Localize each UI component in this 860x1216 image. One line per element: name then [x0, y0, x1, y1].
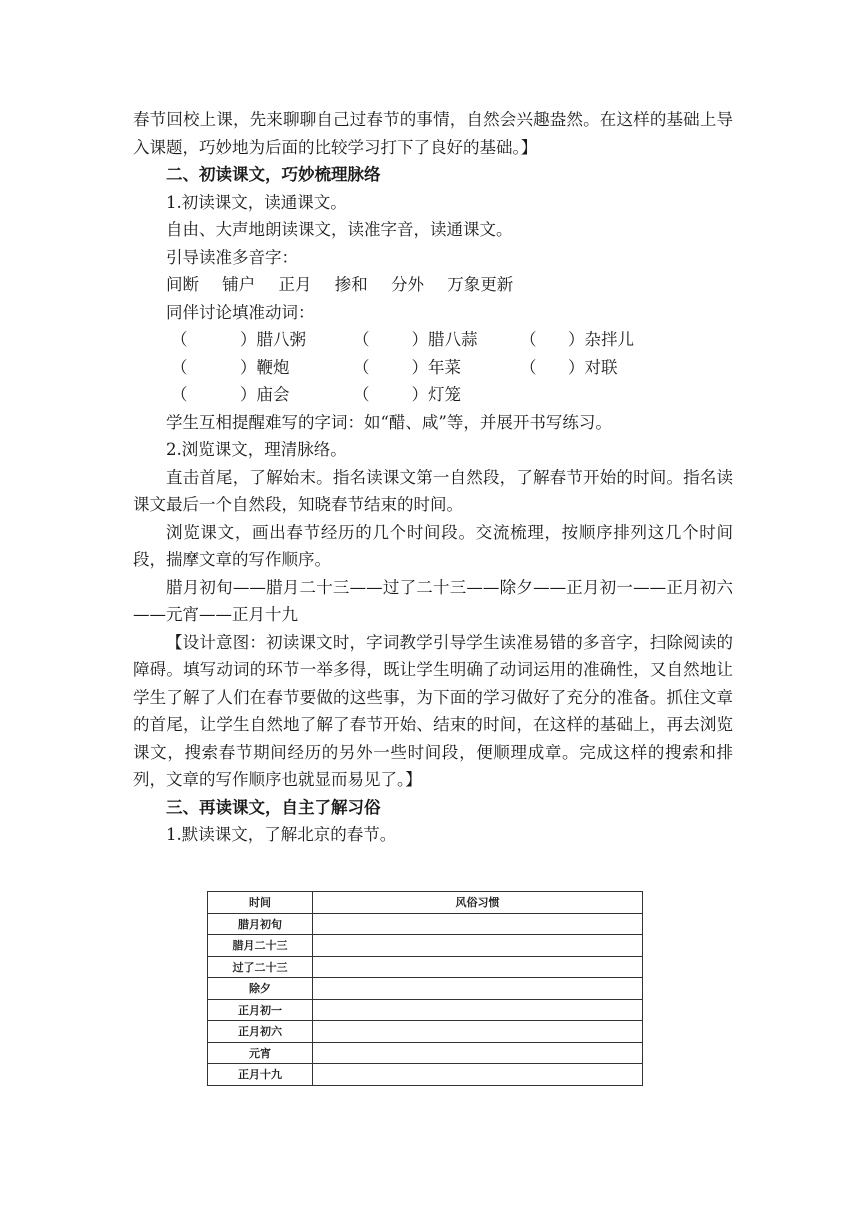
header-customs: 风俗习惯 — [313, 892, 643, 914]
verb-blank: （ ）杂拌儿 — [520, 330, 634, 349]
step-1-writing: 学生互相提醒难写的字词：如“醋、咸”等，并展开书写练习。 — [166, 412, 612, 432]
table-row — [208, 1042, 643, 1064]
polyphone-word: 掺和 — [334, 275, 368, 294]
step-2-title: 2.浏览课文，理清脉络。 — [166, 440, 347, 459]
verb-blank: （ ）灯笼 — [353, 385, 461, 404]
customs-cell — [313, 913, 643, 935]
customs-cell — [313, 1042, 643, 1064]
step-2-ends: 直击首尾，了解始末。指名读课文第一自然段，了解春节开始的时间。指名读课文最后一个自然段，知晓春节结束的时间。 — [133, 467, 733, 514]
polyphone-word: 正月 — [278, 275, 312, 294]
step-1-reading: 自由、大声地朗读课文，读准字音，读通课文。 — [166, 220, 513, 239]
header-time: 时间 — [208, 892, 313, 914]
step-2-timeline: 腊月初旬——腊月二十三——过了二十三——除夕——正月初一——正月初六——元宵——正月十九 — [133, 577, 733, 624]
customs-cell — [313, 1064, 643, 1086]
time-cell: 正月十九 — [208, 1064, 313, 1086]
customs-cell — [313, 935, 643, 957]
table-row — [208, 999, 643, 1021]
design-intent: 【设计意图：初读课文时，字词教学引导学生读准易错的多音字，扫除阅读的障碍。填写动词的环节一举多得，既让学生明确了动词运用的准确性，又自然地让学生了解了人们在春节要做的这些事，为下面的学习做好了充分的准备。抓住文章的首尾，让学生自然地了解了春节开始、结束的时间，在这样的基础上，再去浏览课文，搜索春节期间经历的另外一些时间段，便顺理成章。完成这样的搜索和排列，文章的写作顺序也就显而易见了。】 — [133, 632, 733, 789]
customs-cell — [313, 999, 643, 1021]
customs-cell — [313, 1021, 643, 1043]
verb-blank-row-3 — [133, 381, 733, 409]
intro-paragraph: 春节回校上课，先来聊聊自己过春节的事情，自然会兴趣盎然。在这样的基础上导入课题，巧妙地为后面的比较学习打下了良好的基础。】 — [133, 110, 733, 157]
table-header-row — [208, 892, 643, 914]
time-cell: 腊月初旬 — [208, 913, 313, 935]
polyphone-list — [133, 271, 733, 299]
step-1-title: 1.初读课文，读通课文。 — [166, 192, 347, 212]
time-cell: 除夕 — [208, 978, 313, 1000]
verb-blank-row-2 — [133, 354, 733, 382]
verb-blank: （ ）腊八粥 — [171, 330, 306, 349]
customs-table — [207, 891, 643, 1086]
time-cell: 正月初一 — [208, 999, 313, 1021]
step-3-title: 1.默读课文，了解北京的春节。 — [166, 825, 397, 844]
customs-table-wrap — [207, 891, 643, 1086]
polyphone-word: 分外 — [391, 275, 424, 294]
table-row — [208, 913, 643, 935]
step-1-verb-intro: 同伴讨论填准动词： — [166, 302, 315, 322]
time-cell: 正月初六 — [208, 1021, 313, 1043]
time-cell: 腊月二十三 — [208, 935, 313, 957]
customs-cell — [313, 956, 643, 978]
customs-cell — [313, 978, 643, 1000]
document-body — [133, 106, 733, 849]
table-row — [208, 1021, 643, 1043]
table-row — [208, 956, 643, 978]
time-cell: 元宵 — [208, 1042, 313, 1064]
polyphone-word: 铺户 — [222, 275, 256, 294]
verb-blank-row-1 — [133, 326, 733, 354]
verb-blank: （ ）庙会 — [171, 385, 290, 404]
step-1-polyphone-intro: 引导读准多音字： — [166, 247, 298, 267]
verb-blank: （ ）年菜 — [353, 357, 461, 377]
section-heading-2: 二、初读课文，巧妙梳理脉络 — [166, 165, 381, 184]
verb-blank: （ ）鞭炮 — [171, 357, 290, 377]
verb-blank: （ ）对联 — [520, 357, 618, 377]
time-cell: 过了二十三 — [208, 956, 313, 978]
polyphone-word: 万象更新 — [447, 275, 514, 294]
table-row — [208, 1064, 643, 1086]
step-2-browse: 浏览课文，画出春节经历的几个时间段。交流梳理，按顺序排列这几个时间段，揣摩文章的写作顺序。 — [133, 522, 733, 569]
polyphone-word: 间断 — [166, 275, 199, 294]
verb-blank: （ ）腊八蒜 — [353, 330, 478, 349]
table-row — [208, 935, 643, 957]
table-row — [208, 978, 643, 1000]
section-heading-3: 三、再读课文，自主了解习俗 — [166, 797, 381, 817]
